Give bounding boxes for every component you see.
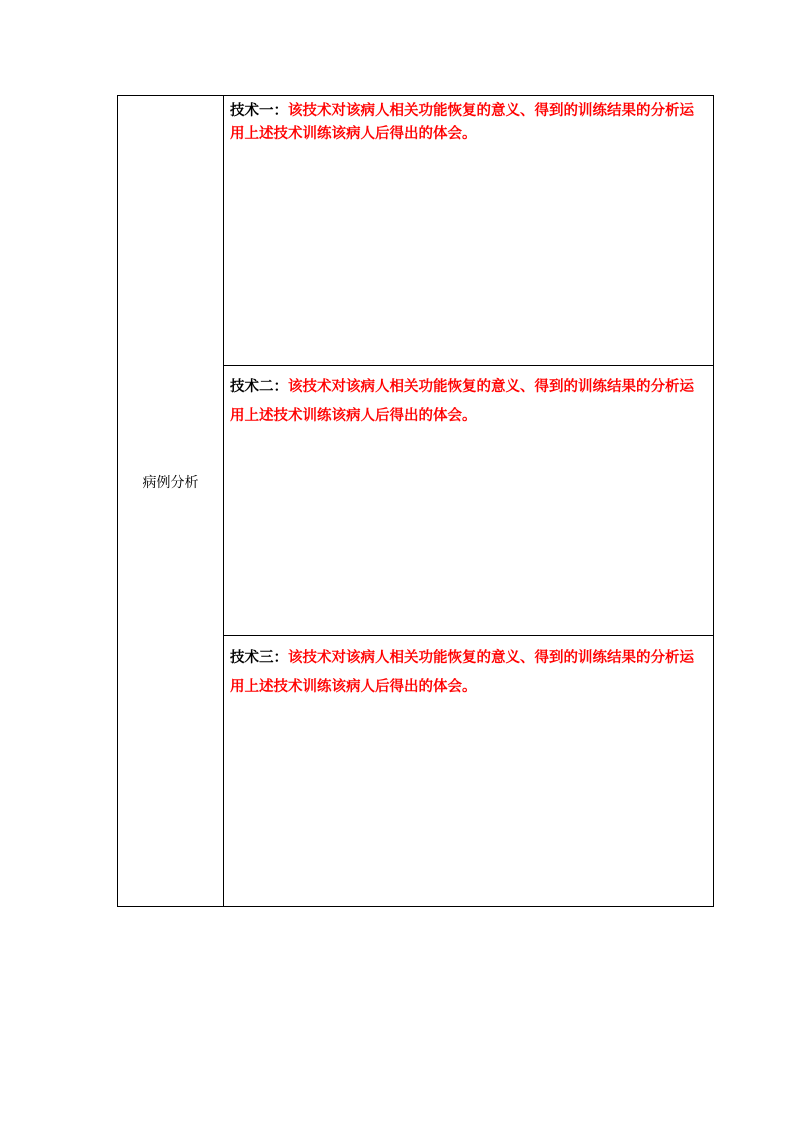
case-analysis-label: 病例分析 [142, 475, 199, 491]
technique-1-cell[interactable] [224, 96, 713, 366]
technique-1-prompt: 该技术对该病人相关功能恢复的意义、得到的训练结果的分析运用上述技术训练该病人后得出的体会。 [230, 103, 694, 142]
technique-3-text [230, 644, 707, 702]
case-analysis-table [117, 95, 714, 907]
technique-2-label: 技术二： [230, 379, 288, 395]
technique-2-text [230, 373, 707, 431]
technique-1-text [230, 100, 707, 146]
technique-2-cell[interactable] [224, 366, 713, 636]
technique-3-label: 技术三： [230, 650, 288, 666]
technique-3-prompt: 该技术对该病人相关功能恢复的意义、得到的训练结果的分析运用上述技术训练该病人后得出的体会。 [230, 650, 694, 695]
technique-3-cell[interactable] [224, 636, 713, 906]
technique-1-label: 技术一： [230, 103, 288, 119]
technique-2-prompt: 该技术对该病人相关功能恢复的意义、得到的训练结果的分析运用上述技术训练该病人后得出的体会。 [230, 379, 694, 424]
technique-column [224, 96, 713, 906]
case-analysis-label-cell [118, 96, 224, 906]
